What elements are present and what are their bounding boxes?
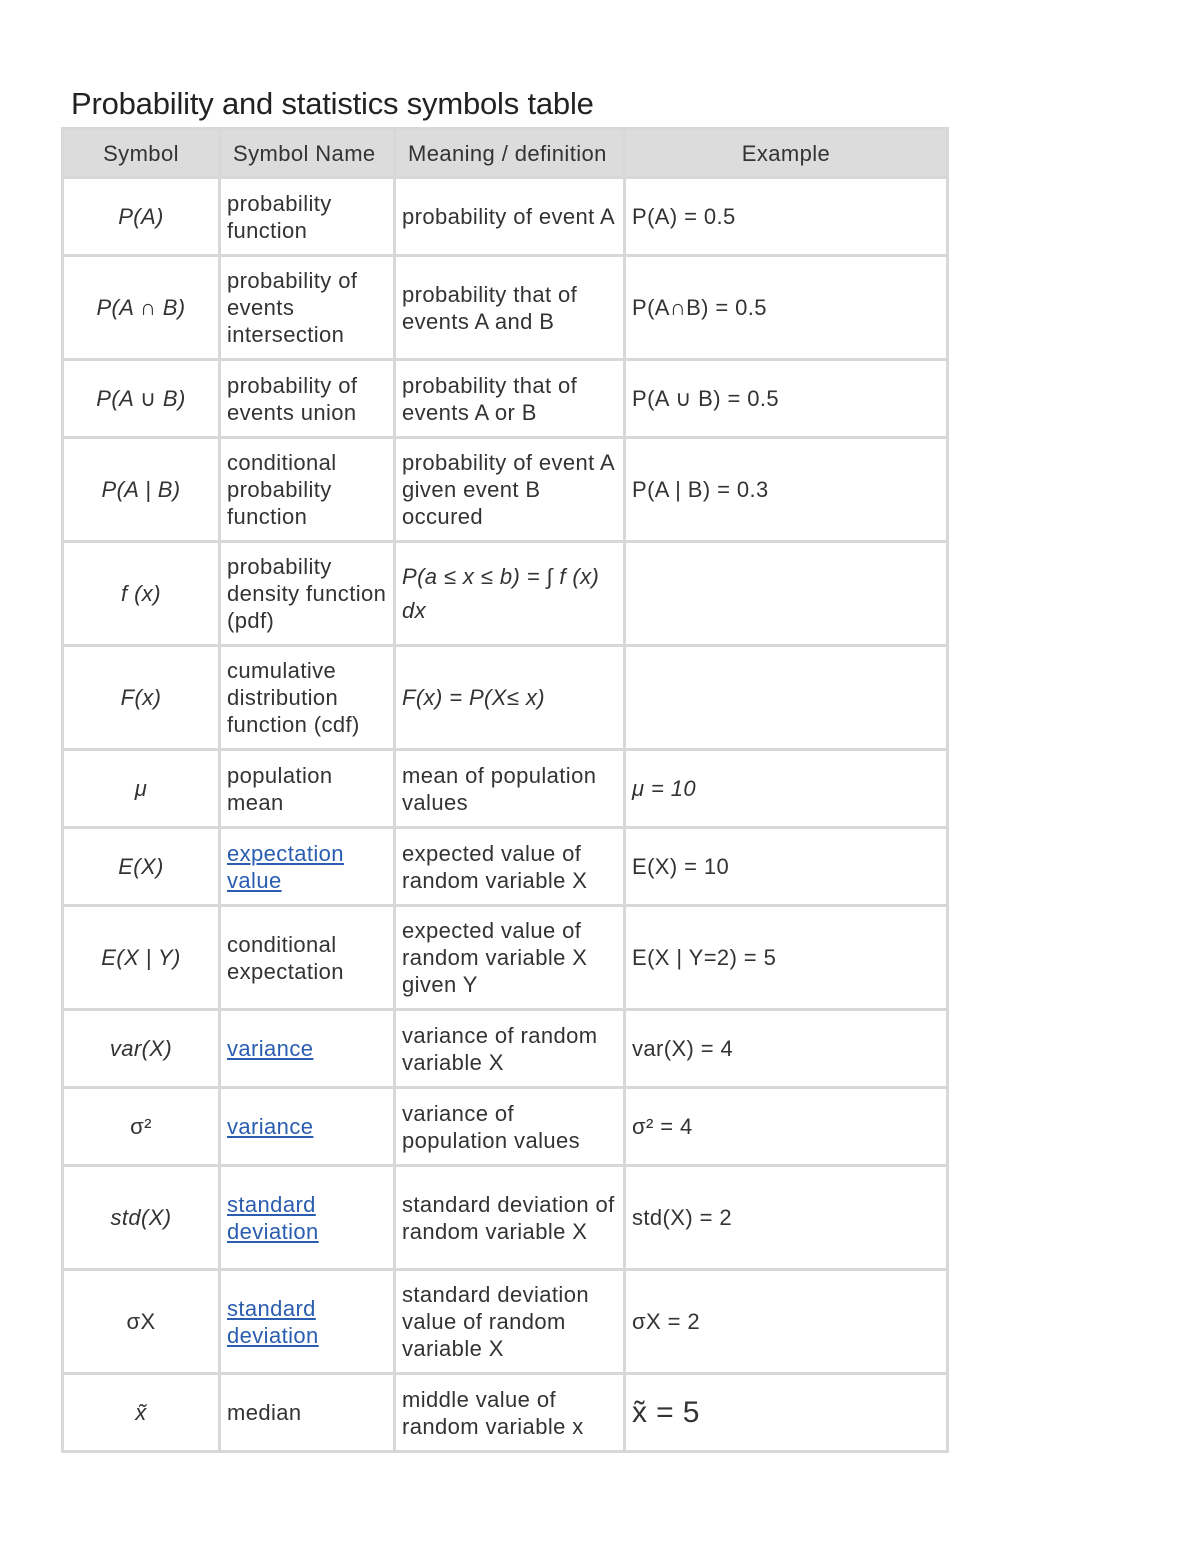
symbol-name-cell <box>220 828 395 906</box>
table-row <box>63 750 948 828</box>
symbol-cell: σX <box>63 1270 220 1374</box>
page-title: Probability and statistics symbols table <box>71 86 594 121</box>
meaning-cell: standard deviation of random variable X <box>395 1166 625 1270</box>
symbol-cell: f (x) <box>63 542 220 646</box>
column-header-symbol: Symbol <box>63 129 220 178</box>
table-row <box>63 178 948 256</box>
symbol-name-cell: conditional probability function <box>220 438 395 542</box>
meaning-cell: variance of population values <box>395 1088 625 1166</box>
meaning-cell: probability that of events A and B <box>395 256 625 360</box>
example-cell: σX = 2 <box>625 1270 948 1374</box>
symbol-name-cell: probability function <box>220 178 395 256</box>
symbol-name-cell: probability density function (pdf) <box>220 542 395 646</box>
table-row <box>63 646 948 750</box>
symbol-cell: E(X) <box>63 828 220 906</box>
symbols-table <box>61 127 949 1453</box>
meaning-cell: probability that of events A or B <box>395 360 625 438</box>
table-row <box>63 360 948 438</box>
table-row <box>63 542 948 646</box>
example-cell: E(X) = 10 <box>625 828 948 906</box>
table-row <box>63 828 948 906</box>
meaning-cell: middle value of random variable x <box>395 1374 625 1452</box>
example-cell: var(X) = 4 <box>625 1010 948 1088</box>
pdf-formula: P(a ≤ x ≤ b) = ∫ f (x) dx <box>402 563 600 623</box>
example-cell: σ² = 4 <box>625 1088 948 1166</box>
header-row <box>63 129 948 178</box>
meaning-cell: expected value of random variable X given Y <box>395 906 625 1010</box>
standard-deviation-link[interactable]: standard deviation <box>227 1295 319 1348</box>
symbol-cell: E(X | Y) <box>63 906 220 1010</box>
meaning-cell: standard deviation value of random variable X <box>395 1270 625 1374</box>
table-row <box>63 1166 948 1270</box>
example-cell <box>625 646 948 750</box>
column-header-meaning: Meaning / definition <box>395 129 625 178</box>
meaning-cell: F(x) = P(X≤ x) <box>395 646 625 750</box>
symbol-cell: std(X) <box>63 1166 220 1270</box>
symbol-cell: P(A ∪ B) <box>63 360 220 438</box>
symbol-cell: F(x) <box>63 646 220 750</box>
table-row <box>63 1010 948 1088</box>
meaning-cell: mean of population values <box>395 750 625 828</box>
symbol-cell: P(A | B) <box>63 438 220 542</box>
column-header-example: Example <box>625 129 948 178</box>
expectation-value-link[interactable]: expectation value <box>227 840 344 893</box>
meaning-cell: variance of random variable X <box>395 1010 625 1088</box>
symbol-cell: P(A ∩ B) <box>63 256 220 360</box>
example-cell: μ = 10 <box>625 750 948 828</box>
symbol-name-cell: probability of events union <box>220 360 395 438</box>
meaning-cell: probability of event A <box>395 178 625 256</box>
symbol-name-cell <box>220 1088 395 1166</box>
variance-link[interactable]: variance <box>227 1036 314 1061</box>
symbol-name-cell: probability of events intersection <box>220 256 395 360</box>
example-cell: P(A | B) = 0.3 <box>625 438 948 542</box>
symbol-cell: x̃ <box>63 1374 220 1452</box>
example-cell: P(A) = 0.5 <box>625 178 948 256</box>
symbol-name-cell: population mean <box>220 750 395 828</box>
symbol-cell: σ² <box>63 1088 220 1166</box>
meaning-cell <box>395 542 625 646</box>
standard-deviation-link[interactable]: standard deviation <box>227 1191 319 1244</box>
table-row <box>63 256 948 360</box>
table-row <box>63 1270 948 1374</box>
symbol-name-cell: conditional expectation <box>220 906 395 1010</box>
table-row <box>63 1374 948 1452</box>
symbol-name-cell: median <box>220 1374 395 1452</box>
table-row <box>63 1088 948 1166</box>
symbol-cell: P(A) <box>63 178 220 256</box>
symbol-name-cell <box>220 1166 395 1270</box>
symbol-name-cell: cumulative distribution function (cdf) <box>220 646 395 750</box>
example-cell: std(X) = 2 <box>625 1166 948 1270</box>
symbol-cell: μ <box>63 750 220 828</box>
example-cell <box>625 542 948 646</box>
table-row <box>63 438 948 542</box>
symbol-name-cell <box>220 1270 395 1374</box>
table-row <box>63 906 948 1010</box>
example-cell: P(A∩B) = 0.5 <box>625 256 948 360</box>
example-cell: E(X | Y=2) = 5 <box>625 906 948 1010</box>
meaning-cell: expected value of random variable X <box>395 828 625 906</box>
symbol-cell: var(X) <box>63 1010 220 1088</box>
symbol-name-cell <box>220 1010 395 1088</box>
variance-link[interactable]: variance <box>227 1114 314 1139</box>
meaning-cell: probability of event A given event B occured <box>395 438 625 542</box>
column-header-symbol-name: Symbol Name <box>220 129 395 178</box>
example-cell: P(A ∪ B) = 0.5 <box>625 360 948 438</box>
example-cell: x̃ = 5 <box>625 1374 948 1452</box>
